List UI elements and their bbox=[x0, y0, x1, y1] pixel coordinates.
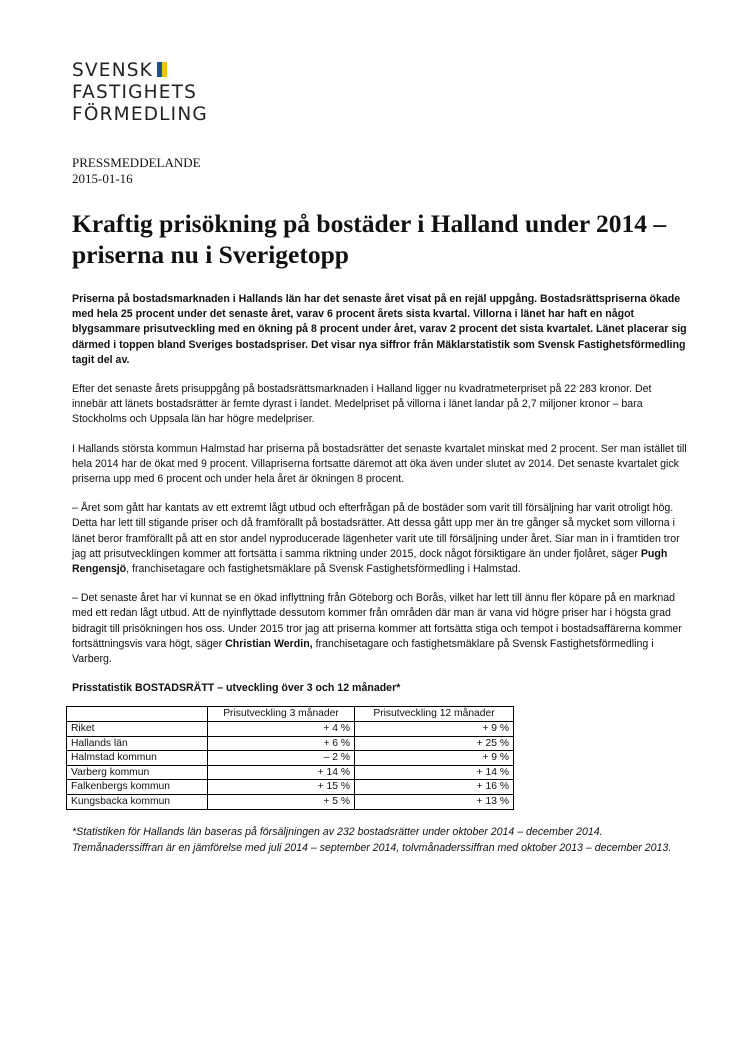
swedish-flag-icon bbox=[157, 61, 167, 76]
table-row bbox=[67, 780, 514, 795]
table-cell-region: Riket bbox=[67, 722, 208, 737]
flag-yellow-stripe bbox=[162, 62, 167, 77]
paragraph-4 bbox=[72, 591, 688, 667]
table-row bbox=[67, 795, 514, 810]
paragraph-3-text: – Året som gått har kantats av ett extremt lågt utbud och efterfrågan på de bostäder som varit till försäljning har varit otroligt hög. Detta har lett till stigande priser och då framförallt på bostadsrätter. Att dessa gått upp mer än tre gånger så mycket som villorna i länet beror framförallt på att en stor andel nyproducerade lägenheter varit ute till försäljning under året. Siar man in i framtiden tror jag att prisutvecklingen kommer att fortsätta i samma riktning under 2015, dock något försiktigare än under fjolåret, säger bbox=[72, 502, 680, 560]
table-cell-12m: + 14 % bbox=[355, 765, 514, 780]
footnote: *Statistiken för Hallands län baseras på försäljningen av 232 bostadsrätter under oktober 2014 – december 2014. Tremånaderssiffran är en jämförelse med juli 2014 – september 2014, tolvmånaderssiffran med oktober 2013 – december 2013. bbox=[72, 825, 672, 854]
lead-paragraph: Priserna på bostadsmarknaden i Hallands län har det senaste året visat på en rejäl uppgång. Bostadsrättspriserna ökade med hela 25 procent under det senaste året, varav 6 procent årets sista kvartal. Villorna i länet har haft en något blygsammare prisutveckling med en ökning på 8 procent under året, varav 2 procent det sista kvartalet. Länet placerar sig därmed i toppen bland Sveriges bostadspriser. Det visar nya siffror från Mäklarstatistik som Svensk Fastighetsförmedling tagit del av. bbox=[72, 293, 687, 366]
paragraph-4-end: franchisetagare och fastighetsmäklare på Svensk Fastighetsförmedling i Varberg. bbox=[72, 637, 654, 666]
table-cell-3m: + 5 % bbox=[208, 795, 355, 810]
quote-name-christian: Christian Werdin, bbox=[225, 637, 313, 650]
table-cell-region: Falkenbergs kommun bbox=[67, 780, 208, 795]
press-date: 2015-01-16 bbox=[72, 171, 133, 186]
logo-word-svensk: SVENSK bbox=[72, 60, 154, 81]
paragraph-1: Efter det senaste årets prisuppgång på bostadsrättsmarknaden i Halland ligger nu kvadratmeterpriset på 22 283 kronor. Det innebär att länets bostadsrätter är femte dyrast i landet. Medelpriset på villorna i länet landar på 2,7 miljoner kronor – bara Stockholms och Uppsala län har högre medelpriser. bbox=[72, 383, 652, 426]
table-row bbox=[67, 765, 514, 780]
table-cell-12m: + 25 % bbox=[355, 736, 514, 751]
company-logo bbox=[72, 60, 208, 126]
table-row bbox=[67, 736, 514, 751]
table-header-cell: Prisutveckling 3 månader bbox=[208, 707, 355, 722]
table-cell-3m: + 14 % bbox=[208, 765, 355, 780]
table-cell-region: Hallands län bbox=[67, 736, 208, 751]
table-cell-3m: + 15 % bbox=[208, 780, 355, 795]
page-title: Kraftig prisökning på bostäder i Halland under 2014 – priserna nu i Sverigetopp bbox=[72, 209, 667, 269]
logo-line-1 bbox=[72, 60, 208, 82]
press-header bbox=[72, 155, 201, 187]
table-title: Prisstatistik BOSTADSRÄTT – utveckling över 3 och 12 månader* bbox=[72, 682, 401, 695]
table-cell-3m: + 4 % bbox=[208, 722, 355, 737]
table-cell-12m: + 9 % bbox=[355, 722, 514, 737]
logo-line-2: FASTIGHETS bbox=[72, 82, 198, 103]
table-cell-region: Halmstad kommun bbox=[67, 751, 208, 766]
table-cell-region: Varberg kommun bbox=[67, 765, 208, 780]
article-body bbox=[72, 292, 688, 856]
table-cell-3m: + 6 % bbox=[208, 736, 355, 751]
table-header-row bbox=[67, 707, 514, 722]
table-header-cell bbox=[67, 707, 208, 722]
paragraph-3 bbox=[72, 501, 688, 577]
logo-line-3: FÖRMEDLING bbox=[72, 104, 208, 125]
press-label: PRESSMEDDELANDE bbox=[72, 155, 201, 170]
table-header-cell: Prisutveckling 12 månader bbox=[355, 707, 514, 722]
table-row bbox=[67, 722, 514, 737]
paragraph-4-text: – Det senaste året har vi kunnat se en ökad inflyttning från Göteborg och Borås, vilket har lett till ännu fler köpare på en marknad med ett redan lågt utbud. Att de nyinflyttade dessutom kommer från områden där man är vana vid högre priser har i högsta grad bidragit till prisökningen hos oss. Under 2015 tror jag att priserna kommer att fortsätta stiga och tempot i bostadsaffärerna kommer fortsättningsvis vara högt, säger bbox=[72, 592, 682, 650]
table-cell-12m: + 13 % bbox=[355, 795, 514, 810]
paragraph-2: I Hallands största kommun Halmstad har priserna på bostadsrätter det senaste kvartalet minskat med 2 procent. Ser man istället till hela 2014 har de ökat med 9 procent. Villapriserna fortsatte däremot att öka även under slutet av 2014. Det senaste kvartalet gick priserna upp med 6 procent och under hela året är ökningen 8 procent. bbox=[72, 442, 687, 486]
table-cell-12m: + 9 % bbox=[355, 751, 514, 766]
table-row bbox=[67, 751, 514, 766]
table-cell-region: Kungsbacka kommun bbox=[67, 795, 208, 810]
price-statistics-table bbox=[66, 706, 514, 809]
quote-name-pugh: Pugh Rengensjö bbox=[72, 547, 668, 576]
table-cell-3m: – 2 % bbox=[208, 751, 355, 766]
table-cell-12m: + 16 % bbox=[355, 780, 514, 795]
paragraph-3-end: , franchisetagare och fastighetsmäklare på Svensk Fastighetsförmedling i Halmstad. bbox=[126, 563, 521, 576]
